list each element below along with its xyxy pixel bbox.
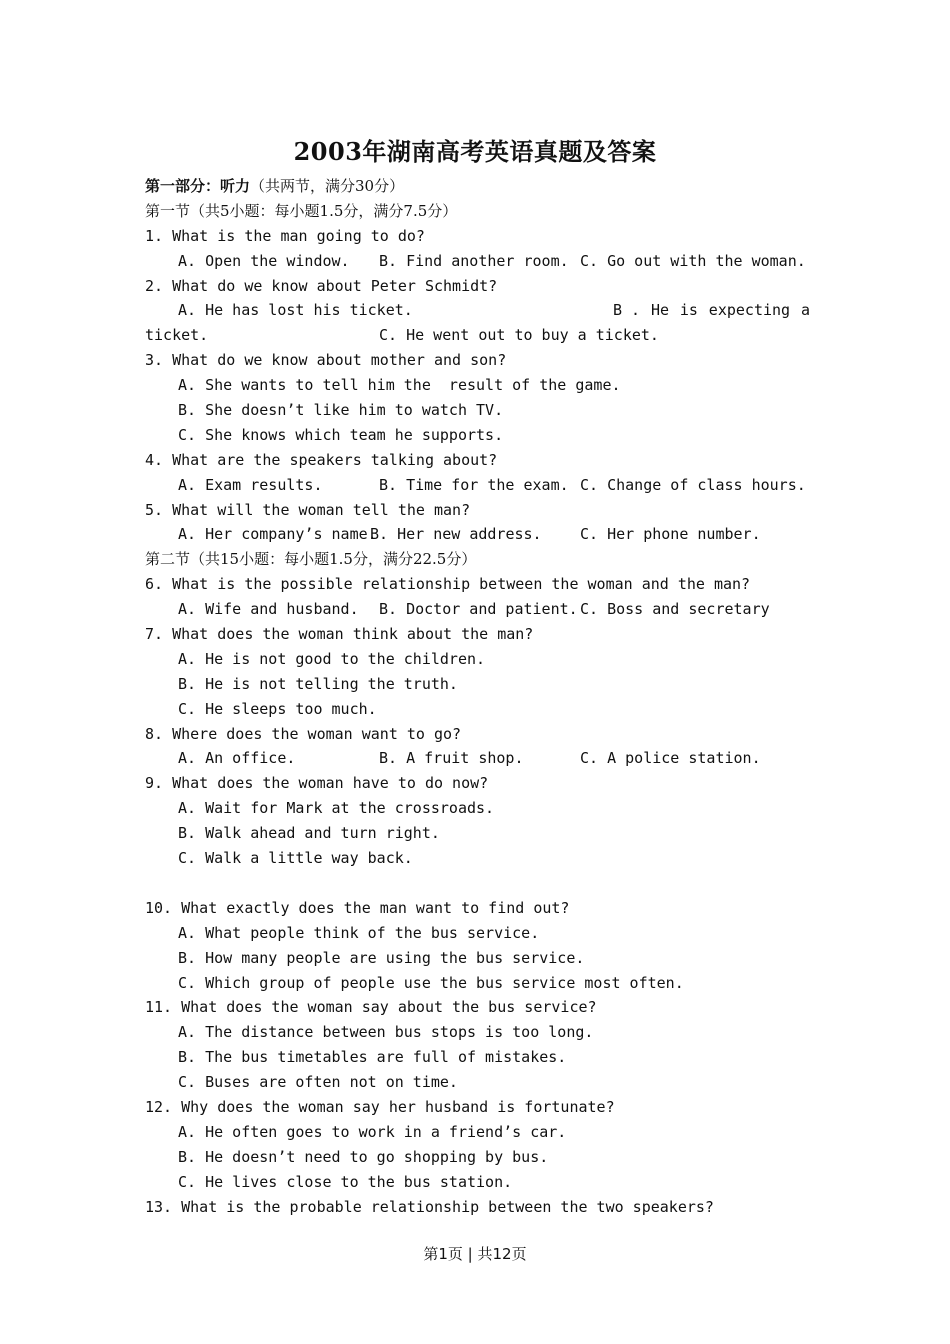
option-c: C. He lives close to the bus station. xyxy=(178,1172,513,1191)
option-c: C. Which group of people use the bus service most often. xyxy=(178,973,684,992)
question-stem: 12. Why does the woman say her husband is fortunate? xyxy=(145,1097,615,1116)
option-b: B. Doctor and patient. xyxy=(379,600,578,619)
option-a: A. Wait for Mark at the crossroads. xyxy=(178,799,495,818)
option-c: C. Change of class hours. xyxy=(580,475,806,494)
option-b-part: expecting xyxy=(708,301,791,320)
option-c: C. He went out to buy a ticket. xyxy=(379,326,659,345)
listening-content xyxy=(145,174,810,1219)
question-stem: 2. What do we know about Peter Schmidt? xyxy=(145,276,498,295)
option-a: A. The distance between bus stops is too long. xyxy=(178,1023,594,1042)
option-c: C. Boss and secretary xyxy=(580,600,770,619)
option-a: A. An office. xyxy=(178,749,296,768)
option-a: A. He has lost his ticket. xyxy=(178,301,413,320)
option-b-wrap: ticket. xyxy=(145,326,209,345)
question-stem: 6. What is the possible relationship between the woman and the man? xyxy=(145,575,751,594)
option-c: C. Buses are often not on time. xyxy=(178,1073,458,1092)
option-b: B. The bus timetables are full of mistakes. xyxy=(178,1048,567,1067)
option-b-part: B . xyxy=(613,301,641,320)
option-b: B. He is not telling the truth. xyxy=(178,674,458,693)
option-b: B. How many people are using the bus service. xyxy=(178,948,585,967)
question-stem: 5. What will the woman tell the man? xyxy=(145,500,471,519)
option-b: B. Walk ahead and turn right. xyxy=(178,824,440,843)
option-b: B. A fruit shop. xyxy=(379,749,524,768)
option-b-part: a xyxy=(800,301,810,320)
option-b: B. Her new address. xyxy=(370,525,542,544)
part-heading-bold: 第一部分：听力 xyxy=(145,177,251,195)
page-footer: 第1页 | 共12页 xyxy=(423,1245,527,1263)
option-a: A. He often goes to work in a friend’s car. xyxy=(178,1122,567,1141)
option-b-part: is xyxy=(679,301,698,320)
option-c: C. Her phone number. xyxy=(580,525,761,544)
page-title: 2003年湖南高考英语真题及答案 xyxy=(293,137,657,166)
option-a: A. She wants to tell him the result of the game. xyxy=(178,376,621,395)
option-a: A. Her company’s name. xyxy=(178,525,377,544)
question-stem: 1. What is the man going to do? xyxy=(145,226,425,245)
option-c: C. Go out with the woman. xyxy=(580,251,806,270)
part-heading-rest: （共两节，满分30分） xyxy=(250,177,405,195)
options-row xyxy=(145,597,810,622)
option-a: A. What people think of the bus service. xyxy=(178,923,540,942)
options-row xyxy=(145,473,810,498)
section-heading-2: 第二节（共15小题：每小题1.5分，满分22.5分） xyxy=(145,550,477,569)
question-stem: 9. What does the woman have to do now? xyxy=(145,774,489,793)
question-stem: 11. What does the woman say about the bus service? xyxy=(145,998,597,1017)
options-row xyxy=(145,746,810,771)
option-c: C. He sleeps too much. xyxy=(178,699,377,718)
part-heading xyxy=(145,174,810,199)
option-a: A. Wife and husband. xyxy=(178,600,359,619)
option-b: B. He doesn’t need to go shopping by bus. xyxy=(178,1147,549,1166)
question-stem: 7. What does the woman think about the man? xyxy=(145,625,534,644)
question-stem: 3. What do we know about mother and son? xyxy=(145,351,507,370)
options-row xyxy=(145,522,810,547)
section-heading-1: 第一节（共5小题：每小题1.5分，满分7.5分） xyxy=(145,201,458,220)
option-b: B. Time for the exam. xyxy=(379,475,569,494)
question-stem: 10. What exactly does the man want to find out? xyxy=(145,898,570,917)
question-stem: 4. What are the speakers talking about? xyxy=(145,450,498,469)
options-row xyxy=(145,249,810,274)
spacer xyxy=(145,871,810,896)
option-a: A. He is not good to the children. xyxy=(178,649,486,668)
option-b: B. She doesn’t like him to watch TV. xyxy=(178,401,504,420)
option-b-justified xyxy=(613,298,810,323)
option-a: A. Open the window. xyxy=(178,251,350,270)
option-c: C. Walk a little way back. xyxy=(178,849,413,868)
options-row xyxy=(145,298,810,323)
question-stem: 13. What is the probable relationship between the two speakers? xyxy=(145,1197,714,1216)
options-row-wrap xyxy=(145,323,810,348)
option-a: A. Exam results. xyxy=(178,475,323,494)
question-stem: 8. Where does the woman want to go? xyxy=(145,724,462,743)
option-c: C. She knows which team he supports. xyxy=(178,425,504,444)
option-b: B. Find another room. xyxy=(379,251,569,270)
option-b-part: He xyxy=(650,301,670,320)
option-c: C. A police station. xyxy=(580,749,761,768)
